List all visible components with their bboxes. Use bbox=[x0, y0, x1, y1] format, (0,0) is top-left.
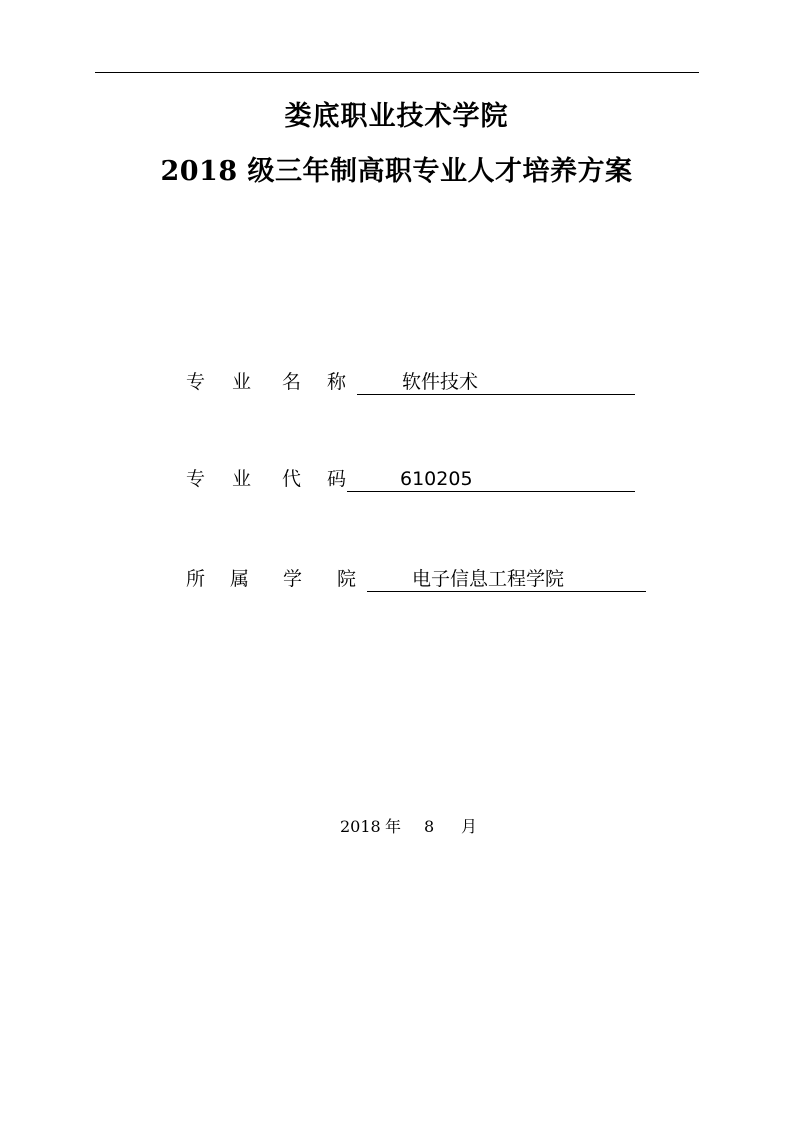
major-name-underline bbox=[357, 370, 635, 395]
major-name-value: 软件技术 bbox=[402, 371, 479, 393]
date-month: 8 bbox=[424, 817, 435, 836]
label-char: 业 bbox=[232, 371, 252, 393]
top-horizontal-rule bbox=[95, 72, 699, 73]
label-char: 称 bbox=[327, 371, 347, 393]
label-char: 专 bbox=[186, 468, 206, 490]
date-year-unit: 年 bbox=[385, 817, 402, 836]
label-char: 代 bbox=[282, 468, 302, 490]
major-code-underline bbox=[347, 467, 635, 492]
major-code-value: 610205 bbox=[400, 468, 473, 490]
label-char: 院 bbox=[337, 568, 357, 590]
date-line bbox=[0, 816, 793, 838]
label-char: 名 bbox=[282, 371, 302, 393]
college-underline bbox=[367, 567, 646, 592]
label-char: 业 bbox=[232, 468, 252, 490]
label-char: 码 bbox=[327, 468, 347, 490]
label-char: 所 bbox=[186, 568, 206, 590]
label-char: 学 bbox=[283, 568, 303, 590]
date-year: 2018 bbox=[340, 817, 381, 836]
label-char: 专 bbox=[186, 371, 206, 393]
institution-title: 娄底职业技术学院 bbox=[284, 101, 509, 132]
college-value: 电子信息工程学院 bbox=[412, 568, 565, 590]
document-title: 2018 级三年制高职专业人才培养方案 bbox=[160, 156, 633, 187]
label-char: 属 bbox=[230, 568, 250, 590]
date-month-unit: 月 bbox=[461, 817, 478, 836]
